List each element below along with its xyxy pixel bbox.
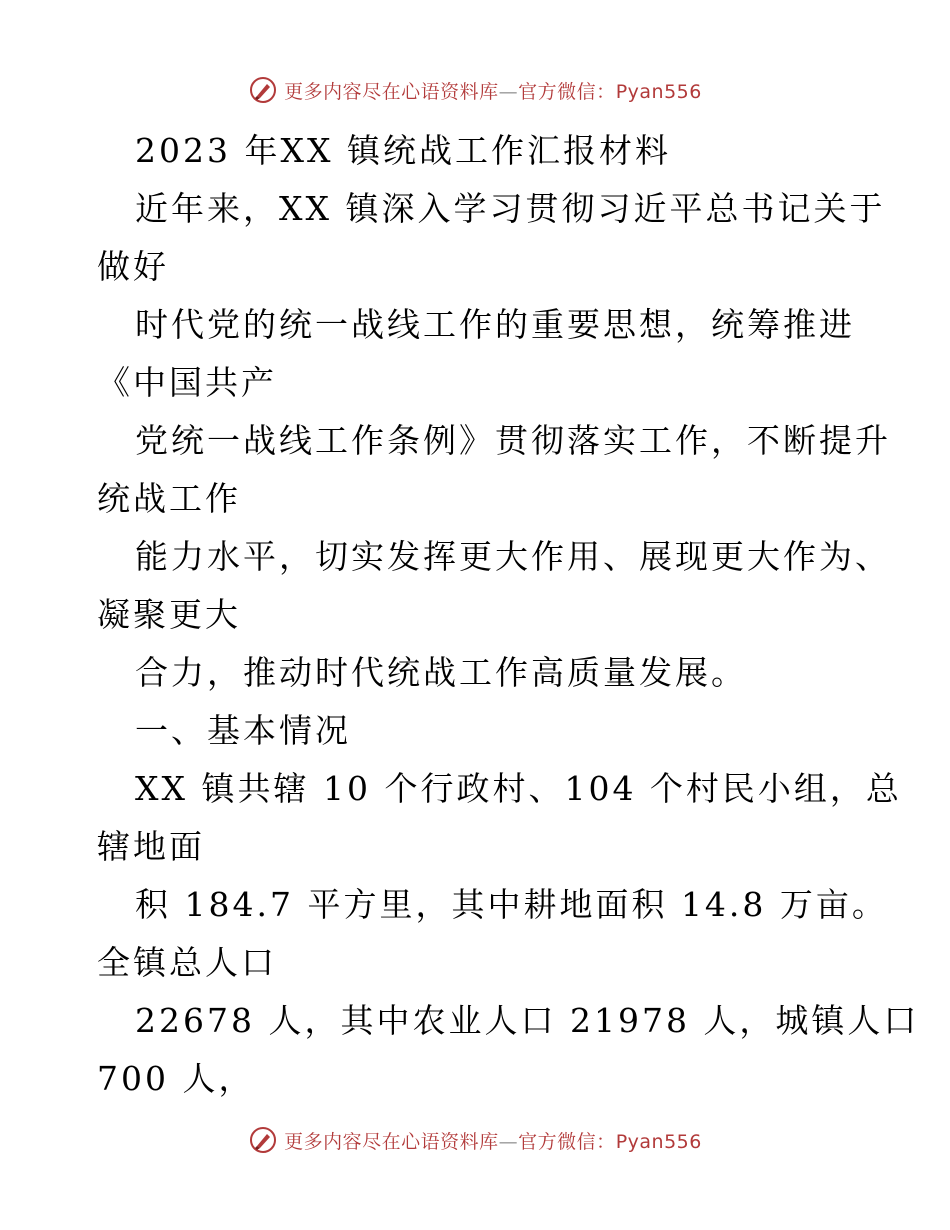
watermark-text: 更多内容尽在心语资料库—官方微信：Pyan556 <box>284 1130 702 1153</box>
header-watermark <box>0 70 950 110</box>
paragraph-line: 积 184.7 平方里，其中耕地面积 14.8 万亩。 <box>135 885 888 924</box>
paragraph-line: 22678 人，其中农业人口 21978 人，城镇人口 <box>135 1001 920 1040</box>
paragraph-line: 近年来，XX 镇深入学习贯彻习近平总书记关于 <box>135 189 886 228</box>
paragraph-line: 辖地面 <box>97 827 205 866</box>
document-body <box>97 122 920 1108</box>
paragraph-line: 合力，推动时代统战工作高质量发展。 <box>135 653 747 692</box>
section-heading: 一、基本情况 <box>135 711 351 750</box>
paragraph-line: 能力水平，切实发挥更大作用、展现更大作为、 <box>135 537 891 576</box>
watermark-text: 更多内容尽在心语资料库—官方微信：Pyan556 <box>284 80 702 103</box>
paragraph-line: 全镇总人口 <box>97 943 277 982</box>
footer-watermark <box>0 1120 950 1160</box>
paragraph-line: 做好 <box>97 247 169 286</box>
pen-nib-logo-icon <box>248 75 278 105</box>
paragraph-line: 700 人， <box>97 1059 255 1098</box>
paragraph-line: 党统一战线工作条例》贯彻落实工作，不断提升 <box>135 421 891 460</box>
paragraph-line: 《中国共产 <box>97 363 277 402</box>
paragraph-line: XX 镇共辖 10 个行政村、104 个村民小组，总 <box>135 769 902 808</box>
paragraph-line: 凝聚更大 <box>97 595 241 634</box>
paragraph-line: 时代党的统一战线工作的重要思想，统筹推进 <box>135 305 855 344</box>
document-title: 2023 年XX 镇统战工作汇报材料 <box>135 131 671 170</box>
pen-nib-logo-icon <box>248 1125 278 1155</box>
paragraph-line: 统战工作 <box>97 479 241 518</box>
